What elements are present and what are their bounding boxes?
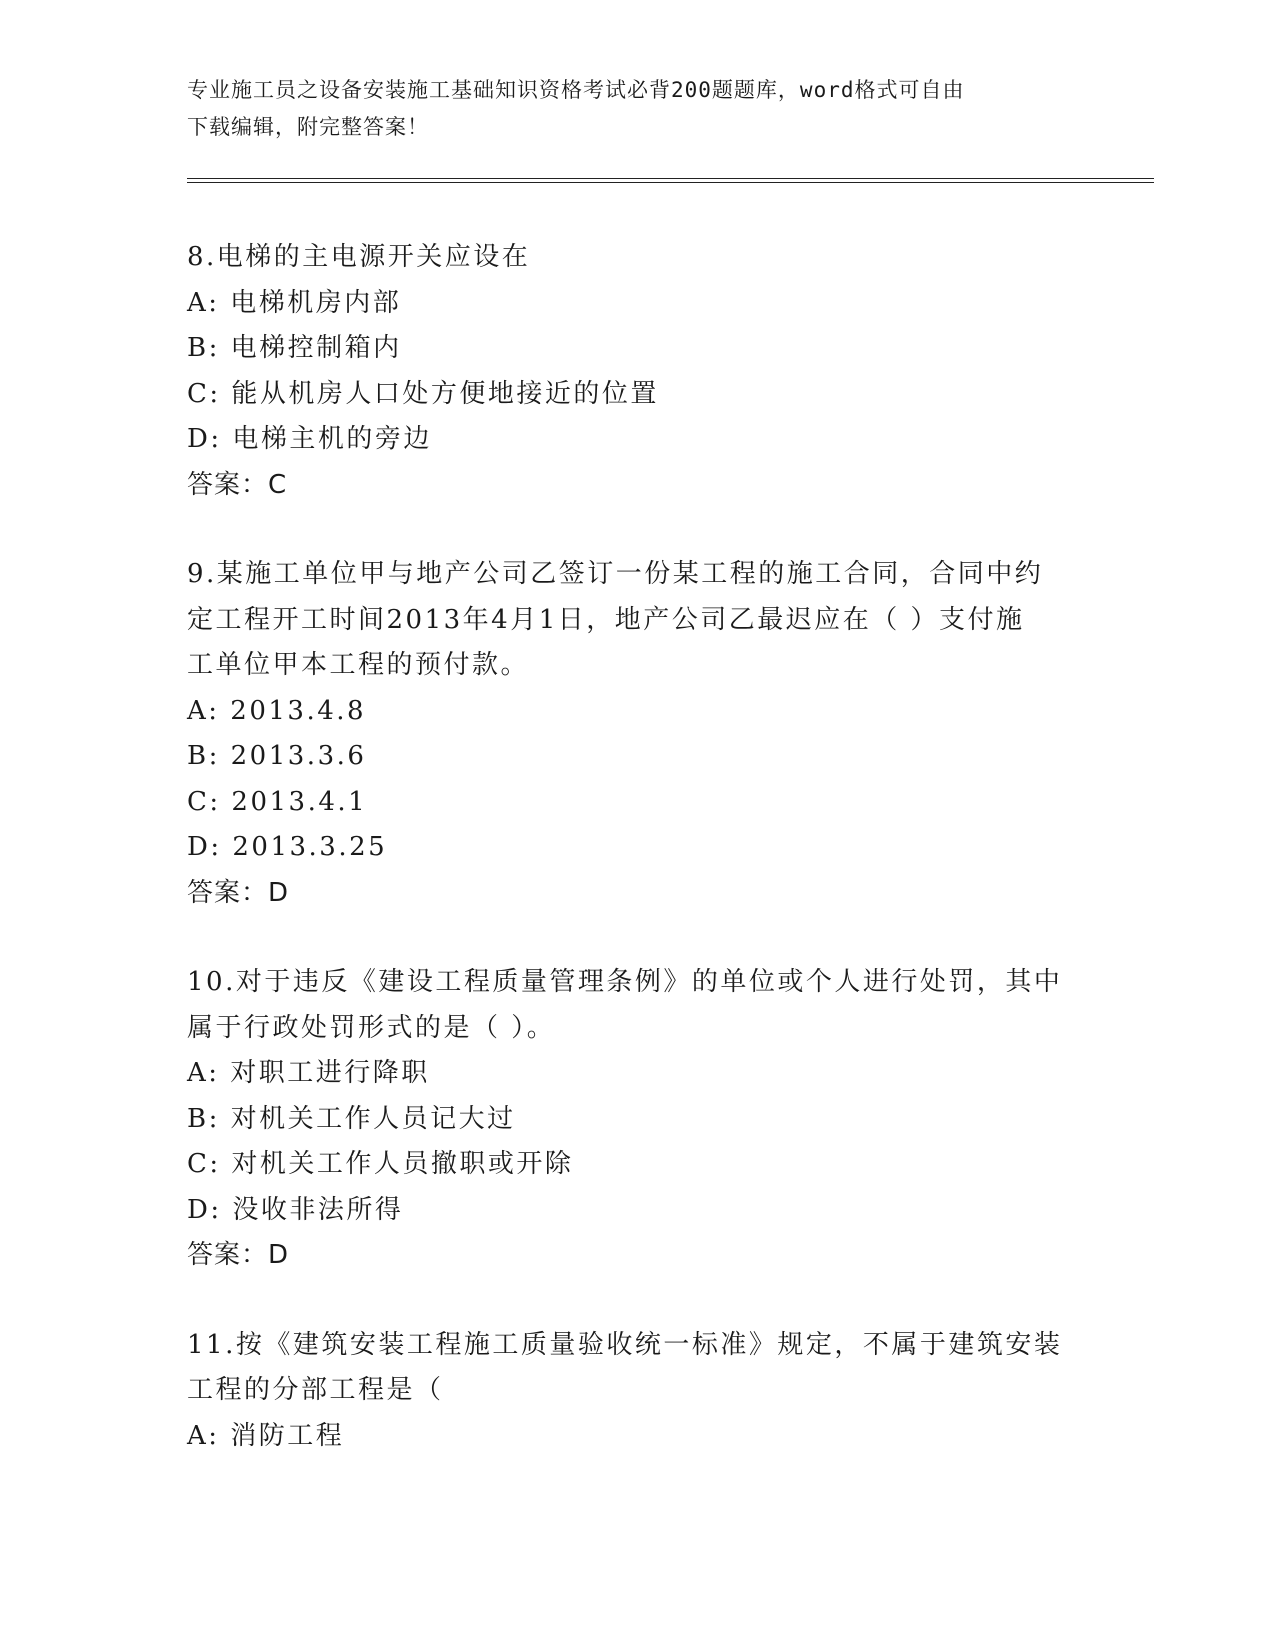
option-b: B: 电梯控制箱内 [187,333,402,363]
question-list [187,235,1087,1503]
question-stem-line: 9.某施工单位甲与地产公司乙签订一份某工程的施工合同，合同中约 [187,559,1044,589]
page-header [187,72,1067,146]
option-b: B: 2013.3.6 [187,741,367,771]
option-d: D: 2013.3.25 [187,832,388,862]
header-line-1: 专业施工员之设备安装施工基础知识资格考试必背200题题库，word格式可自由 [187,78,965,102]
question-stem-line: 11.按《建筑安装工程施工质量验收统一标准》规定，不属于建筑安装 [187,1329,1063,1360]
option-b: B: 对机关工作人员记大过 [187,1103,516,1134]
answer-label: 答案：D [187,877,290,908]
question-11 [187,1323,1087,1460]
option-c: C: 能从机房人口处方便地接近的位置 [187,378,659,409]
question-8 [187,235,1087,508]
question-stem-line: 属于行政处罚形式的是（ ）。 [187,1012,556,1043]
question-9 [187,552,1087,916]
question-stem-line: 定工程开工时间2013年4月1日，地产公司乙最迟应在（ ）支付施 [187,604,1025,635]
header-divider-bottom [187,182,1154,183]
answer-label: 答案：C [187,469,288,500]
option-a: A: 2013.4.8 [187,695,367,726]
question-stem-line: 工程的分部工程是（ [187,1375,444,1405]
option-a: A: 消防工程 [187,1420,345,1451]
option-a: A: 电梯机房内部 [187,287,402,318]
question-stem-line: 工单位甲本工程的预付款。 [187,650,530,680]
option-c: C: 对机关工作人员撤职或开除 [187,1149,574,1179]
option-c: C: 2013.4.1 [187,786,368,817]
answer-label: 答案：D [187,1240,290,1270]
question-stem-line: 8.电梯的主电源开关应设在 [187,242,531,272]
option-d: D: 没收非法所得 [187,1194,404,1225]
option-a: A: 对职工进行降职 [187,1058,430,1088]
question-stem-line: 10.对于违反《建设工程质量管理条例》的单位或个人进行处罚，其中 [187,967,1063,997]
question-10 [187,960,1087,1279]
header-line-2: 下载编辑，附完整答案！ [187,115,429,139]
header-divider-top [187,178,1154,179]
option-d: D: 电梯主机的旁边 [187,424,432,454]
